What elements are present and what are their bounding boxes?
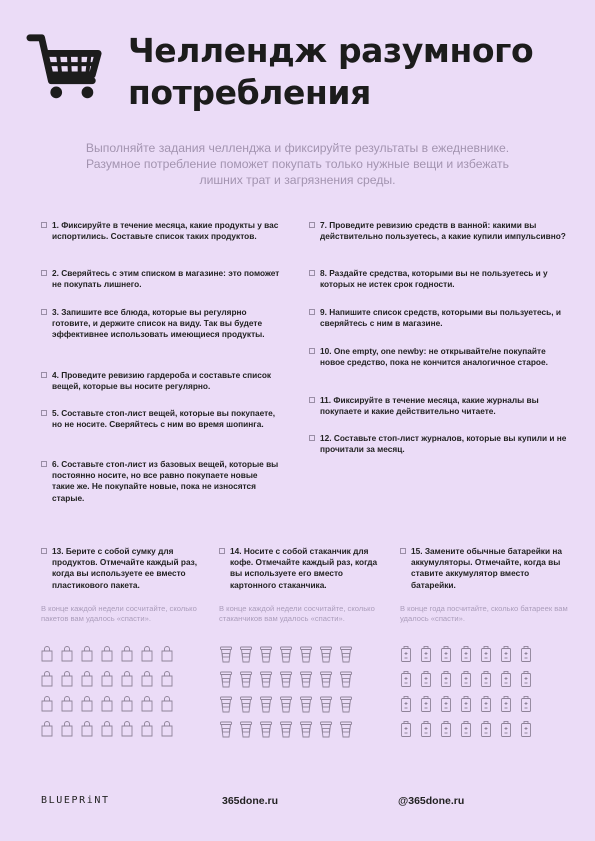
task-item [309,220,571,242]
bag-icon[interactable] [41,671,61,696]
bag-icon[interactable] [81,721,101,746]
battery-icon[interactable] [440,721,460,746]
cup-icon[interactable] [259,646,279,671]
intro-text: Выполняйте задания челленджа и фиксируйте результаты в ежедневнике. Разумное потребление поможет покупать только нужные вещи и избежать лишних трат и загрязнения среды. [85,141,510,187]
bag-icon[interactable] [41,721,61,746]
tracker-task [219,546,389,591]
task-item [41,268,281,290]
task-checkbox[interactable] [309,397,315,403]
battery-icon[interactable] [420,646,440,671]
tracker-task [41,546,211,591]
bag-icon[interactable] [161,721,181,746]
task-checkbox[interactable] [309,435,315,441]
bag-icon[interactable] [81,646,101,671]
task-text: 4. Проведите ревизию гардероба и составьте список вещей, которые вы носите регулярно. [52,370,272,392]
cup-icon[interactable] [319,646,339,671]
cup-icon[interactable] [339,671,359,696]
task-checkbox[interactable] [41,461,47,467]
bag-icon[interactable] [121,671,141,696]
battery-icon[interactable] [520,671,540,696]
task-text: 3. Запишите все блюда, которые вы регулярно готовите, и держите список на виду. Так вы будете эффективнее использовать имеющиеся продукты. [52,307,265,340]
task-item [309,346,571,368]
battery-icon[interactable] [400,671,420,696]
task-text: 10. One empty, one newby: не открывайте/не покупайте новое средство, пока не кончится аналогичное старое. [320,346,548,368]
cup-icon[interactable] [219,721,239,746]
bag-icon[interactable] [141,646,161,671]
battery-icon[interactable] [460,671,480,696]
bag-icon[interactable] [61,646,81,671]
bag-icon[interactable] [61,671,81,696]
bag-icon[interactable] [81,671,101,696]
battery-icon[interactable] [480,721,500,746]
battery-icon[interactable] [480,696,500,721]
bag-icon[interactable] [101,646,121,671]
title-line-2: потребления [128,73,371,112]
tracker-grid [400,646,540,746]
bag-icon[interactable] [141,721,161,746]
battery-icon[interactable] [400,721,420,746]
title-line-1: Челлендж разумного [128,31,534,70]
cup-icon[interactable] [279,671,299,696]
task-checkbox[interactable] [41,372,47,378]
task-checkbox[interactable] [41,309,47,315]
tracker-grid [219,646,359,746]
task-item [41,408,281,430]
battery-icon[interactable] [520,721,540,746]
battery-icon[interactable] [520,646,540,671]
cup-icon[interactable] [339,646,359,671]
task-text: 2. Сверяйтесь с этим списком в магазине: это поможет не покупать лишнего. [52,268,280,290]
battery-icon[interactable] [500,721,520,746]
battery-icon[interactable] [520,696,540,721]
bag-icon[interactable] [121,721,141,746]
battery-icon[interactable] [500,646,520,671]
task-checkbox[interactable] [309,270,315,276]
bag-icon[interactable] [121,696,141,721]
task-checkbox[interactable] [41,410,47,416]
bag-icon[interactable] [141,671,161,696]
battery-icon[interactable] [400,646,420,671]
tracker-task [400,546,570,591]
battery-icon[interactable] [440,696,460,721]
task-text: 11. Фиксируйте в течение месяца, какие журналы вы покупаете и какие действительно читаете. [320,395,539,417]
cup-icon[interactable] [239,721,259,746]
task-item [41,370,281,392]
cup-icon[interactable] [239,671,259,696]
task-text: 1. Фиксируйте в течение месяца, какие продукты у вас испортились. Составьте список таких продуктов. [52,220,279,242]
battery-icon[interactable] [460,696,480,721]
battery-icon[interactable] [420,671,440,696]
site-link[interactable]: 365done.ru [222,795,279,807]
bag-icon[interactable] [41,696,61,721]
task-text: 7. Проведите ревизию средств в ванной: какими вы действительно пользуетесь, а какие купили импульсивно? [320,220,566,242]
task-checkbox[interactable] [41,270,47,276]
task-checkbox[interactable] [400,548,406,554]
task-checkbox[interactable] [41,222,47,228]
bag-icon[interactable] [61,721,81,746]
battery-icon[interactable] [420,696,440,721]
battery-icon[interactable] [400,696,420,721]
bag-icon[interactable] [161,646,181,671]
tracker-grid [41,646,181,746]
task-item [309,307,571,329]
cup-icon[interactable] [279,696,299,721]
battery-icon[interactable] [500,671,520,696]
battery-icon[interactable] [480,646,500,671]
task-item [41,220,281,242]
task-text: 15. Замените обычные батарейки на аккумуляторы. Отмечайте, когда вы ставите аккумулятор вместо батарейки. [411,546,562,590]
cup-icon[interactable] [299,721,319,746]
shopping-cart-icon [26,30,104,108]
task-text: 12. Составьте стоп-лист журналов, которые вы купили и не прочитали за месяц. [320,433,567,455]
cup-icon[interactable] [299,671,319,696]
cup-icon[interactable] [219,696,239,721]
battery-icon[interactable] [420,721,440,746]
task-checkbox[interactable] [41,548,47,554]
cup-icon[interactable] [319,696,339,721]
cup-icon[interactable] [259,696,279,721]
battery-icon[interactable] [440,671,460,696]
cup-icon[interactable] [339,721,359,746]
task-checkbox[interactable] [309,309,315,315]
task-text: 6. Составьте стоп-лист из базовых вещей, которые вы постоянно носите, но все равно покупаете новые такие же. Не покупайте новые, пока не износятся старые. [52,459,279,503]
blueprint-logo: BLUEPRiNT [41,795,110,806]
tracker-note: В конце года посчитайте, сколько батареек вам удалось «спасти». [400,604,568,623]
handle-text: @365done.ru [398,795,465,807]
battery-icon[interactable] [480,671,500,696]
cup-icon[interactable] [339,696,359,721]
task-checkbox[interactable] [309,222,315,228]
cup-icon[interactable] [319,671,339,696]
cup-icon[interactable] [319,721,339,746]
tracker-note: В конце каждой недели сосчитайте, сколько стаканчиков вам удалось «спасти». [219,604,375,623]
cup-icon[interactable] [299,696,319,721]
bag-icon[interactable] [101,671,121,696]
cup-icon[interactable] [259,721,279,746]
bag-icon[interactable] [121,646,141,671]
task-item [41,307,281,341]
cup-icon[interactable] [279,646,299,671]
task-item [309,395,571,417]
bag-icon[interactable] [101,721,121,746]
cup-icon[interactable] [239,646,259,671]
bag-icon[interactable] [41,646,61,671]
cup-icon[interactable] [259,671,279,696]
battery-icon[interactable] [460,646,480,671]
bag-icon[interactable] [81,696,101,721]
page-title [128,30,568,114]
battery-icon[interactable] [500,696,520,721]
task-checkbox[interactable] [309,348,315,354]
task-item [41,459,281,504]
bag-icon[interactable] [161,696,181,721]
cup-icon[interactable] [299,646,319,671]
bag-icon[interactable] [161,671,181,696]
battery-icon[interactable] [440,646,460,671]
task-text: 14. Носите с собой стаканчик для кофе. Отмечайте каждый раз, когда вы используете его вместо картонного стаканчика. [230,546,378,590]
task-item [309,433,571,455]
tracker-note: В конце каждой недели сосчитайте, сколько пакетов вам удалось «спасти». [41,604,197,623]
task-item [309,268,571,290]
task-checkbox[interactable] [219,548,225,554]
cup-icon[interactable] [239,696,259,721]
cup-icon[interactable] [279,721,299,746]
bag-icon[interactable] [141,696,161,721]
task-text: 5. Составьте стоп-лист вещей, которые вы покупаете, но не носите. Сверяйтесь с ним во время шопинга. [52,408,276,430]
cup-icon[interactable] [219,646,239,671]
task-text: 8. Раздайте средства, которыми вы не пользуетесь и у которых не истек срок годности. [320,268,548,290]
battery-icon[interactable] [460,721,480,746]
bag-icon[interactable] [61,696,81,721]
cup-icon[interactable] [219,671,239,696]
task-text: 13. Берите с собой сумку для продуктов. Отмечайте каждый раз, когда вы используете ее вместо пластикового пакета. [52,546,198,590]
bag-icon[interactable] [101,696,121,721]
task-text: 9. Напишите список средств, которыми вы пользуетесь, и сверяйтесь с ним в магазине. [320,307,561,329]
